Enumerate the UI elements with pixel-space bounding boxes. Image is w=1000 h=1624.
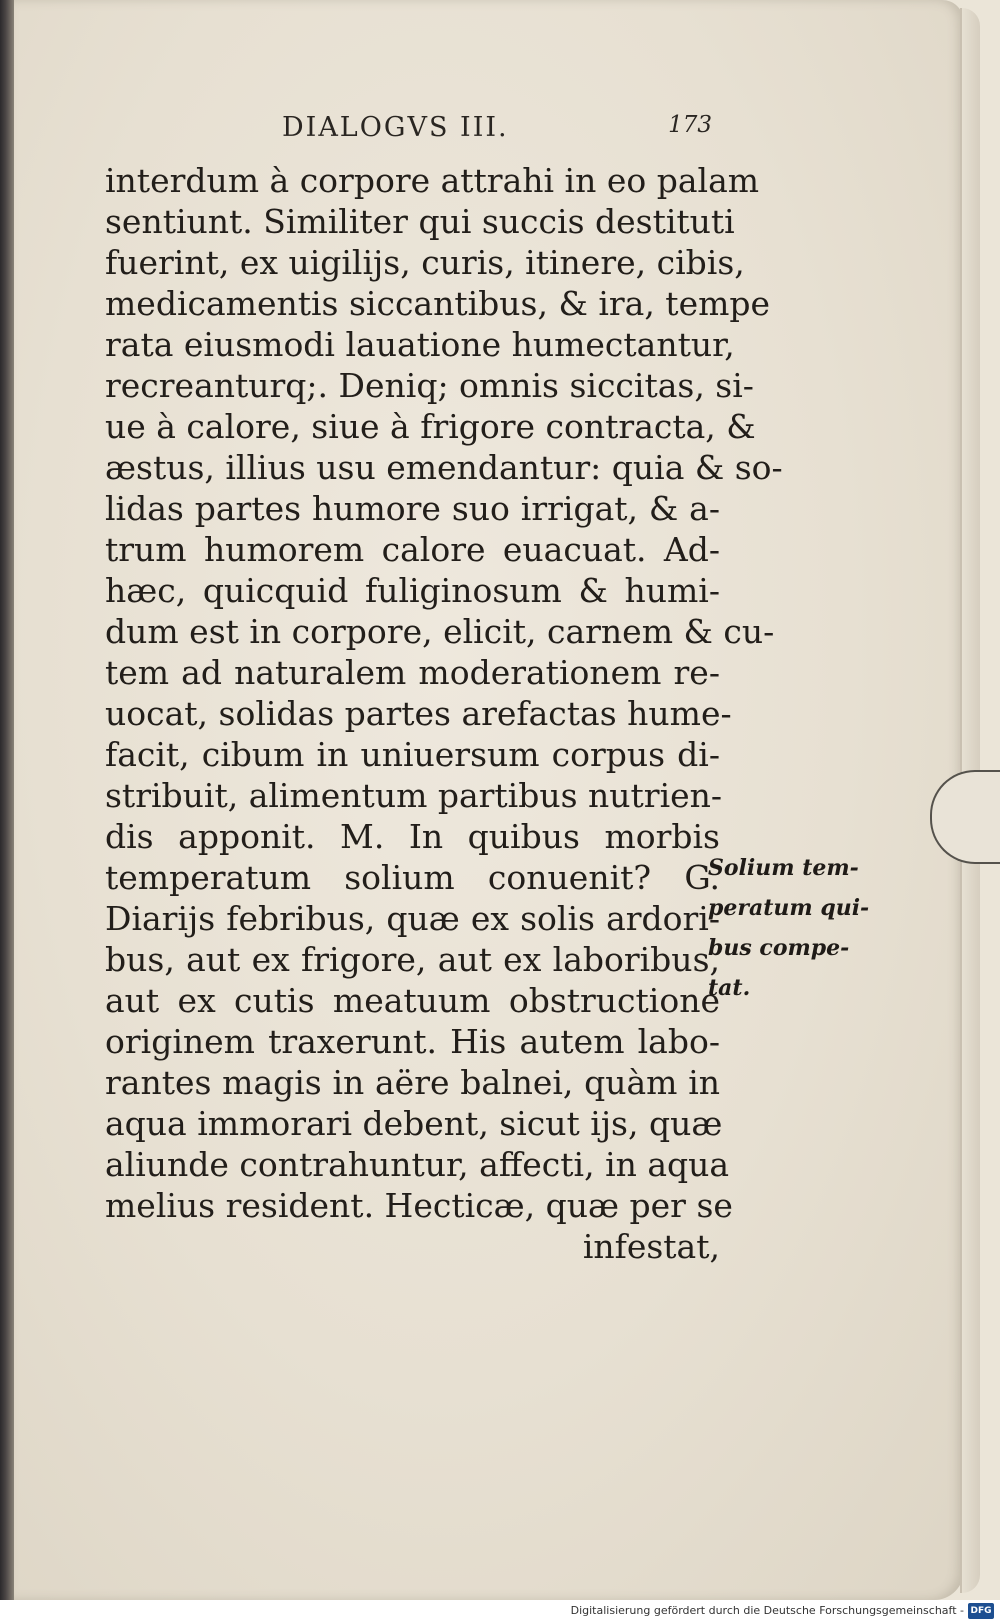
text-line: dis apponit. M. In quibus morbis [105,817,720,856]
text-line: aut ex cutis meatuum obstructione [105,981,720,1020]
text-line: ue à calore, siue à frigore contracta, & [105,407,756,446]
funding-credit: Digitalisierung gefördert durch die Deutsche Forschungsgemeinschaft - [570,1604,964,1617]
text-line: rata eiusmodi lauatione humectantur, [105,325,735,364]
text-line: bus, aut ex frigore, aut ex laboribus, [105,940,720,979]
text-line: fuerint, ex uigilijs, curis, itinere, cibis, [105,243,745,282]
binding-edge [0,0,14,1600]
text-line: tem ad naturalem moderationem re- [105,653,720,692]
text-line: medicamentis siccantibus, & ira, tempe [105,284,771,323]
text-line: stribuit, alimentum partibus nutrien- [105,776,723,815]
text-line: rantes magis in aëre balnei, quàm in [105,1063,720,1102]
text-line: hæc, quicquid fuliginosum & humi- [105,571,720,610]
text-line: aqua immorari debent, sicut ijs, quæ [105,1104,723,1143]
marginal-note-line: bus compe- [708,935,850,961]
catchword: infestat, [582,1227,720,1266]
page-number: 173 [668,112,712,138]
marginal-note [708,848,870,1008]
text-line: sentiunt. Similiter qui succis destituti [105,202,735,241]
marginal-note-line: peratum qui- [708,895,870,921]
text-line: trum humorem calore euacuat. Ad- [105,530,720,569]
text-line: originem traxerunt. His autem labo- [105,1022,720,1061]
text-line: dum est in corpore, elicit, carnem & cu- [105,612,775,651]
text-line: melius resident. Hecticæ, quæ per se [105,1186,733,1225]
marginal-note-line: tat. [708,975,751,1001]
text-line: interdum à corpore attrahi in eo palam [105,161,760,200]
page-header [282,112,712,152]
marginal-note-line: Solium tem- [708,855,859,881]
digitization-footer [0,1600,1000,1624]
text-line: facit, cibum in uniuersum corpus di- [105,735,720,774]
text-line: æstus, illius usu emendantur: quia & so- [105,448,783,487]
text-line: temperatum solium conuenit? G. [105,858,720,897]
text-line: Diarijs febribus, quæ ex solis ardori- [105,899,720,938]
text-line: aliunde contrahuntur, affecti, in aqua [105,1145,730,1184]
text-line: recreanturq;. Deniq; omnis siccitas, si- [105,366,754,405]
dfg-logo: DFG [968,1603,994,1619]
running-head: DIALOGVS III. [282,112,509,143]
text-line: uocat, solidas partes arefactas hume- [105,694,732,733]
text-line: lidas partes humore suo irrigat, & a- [105,489,720,528]
